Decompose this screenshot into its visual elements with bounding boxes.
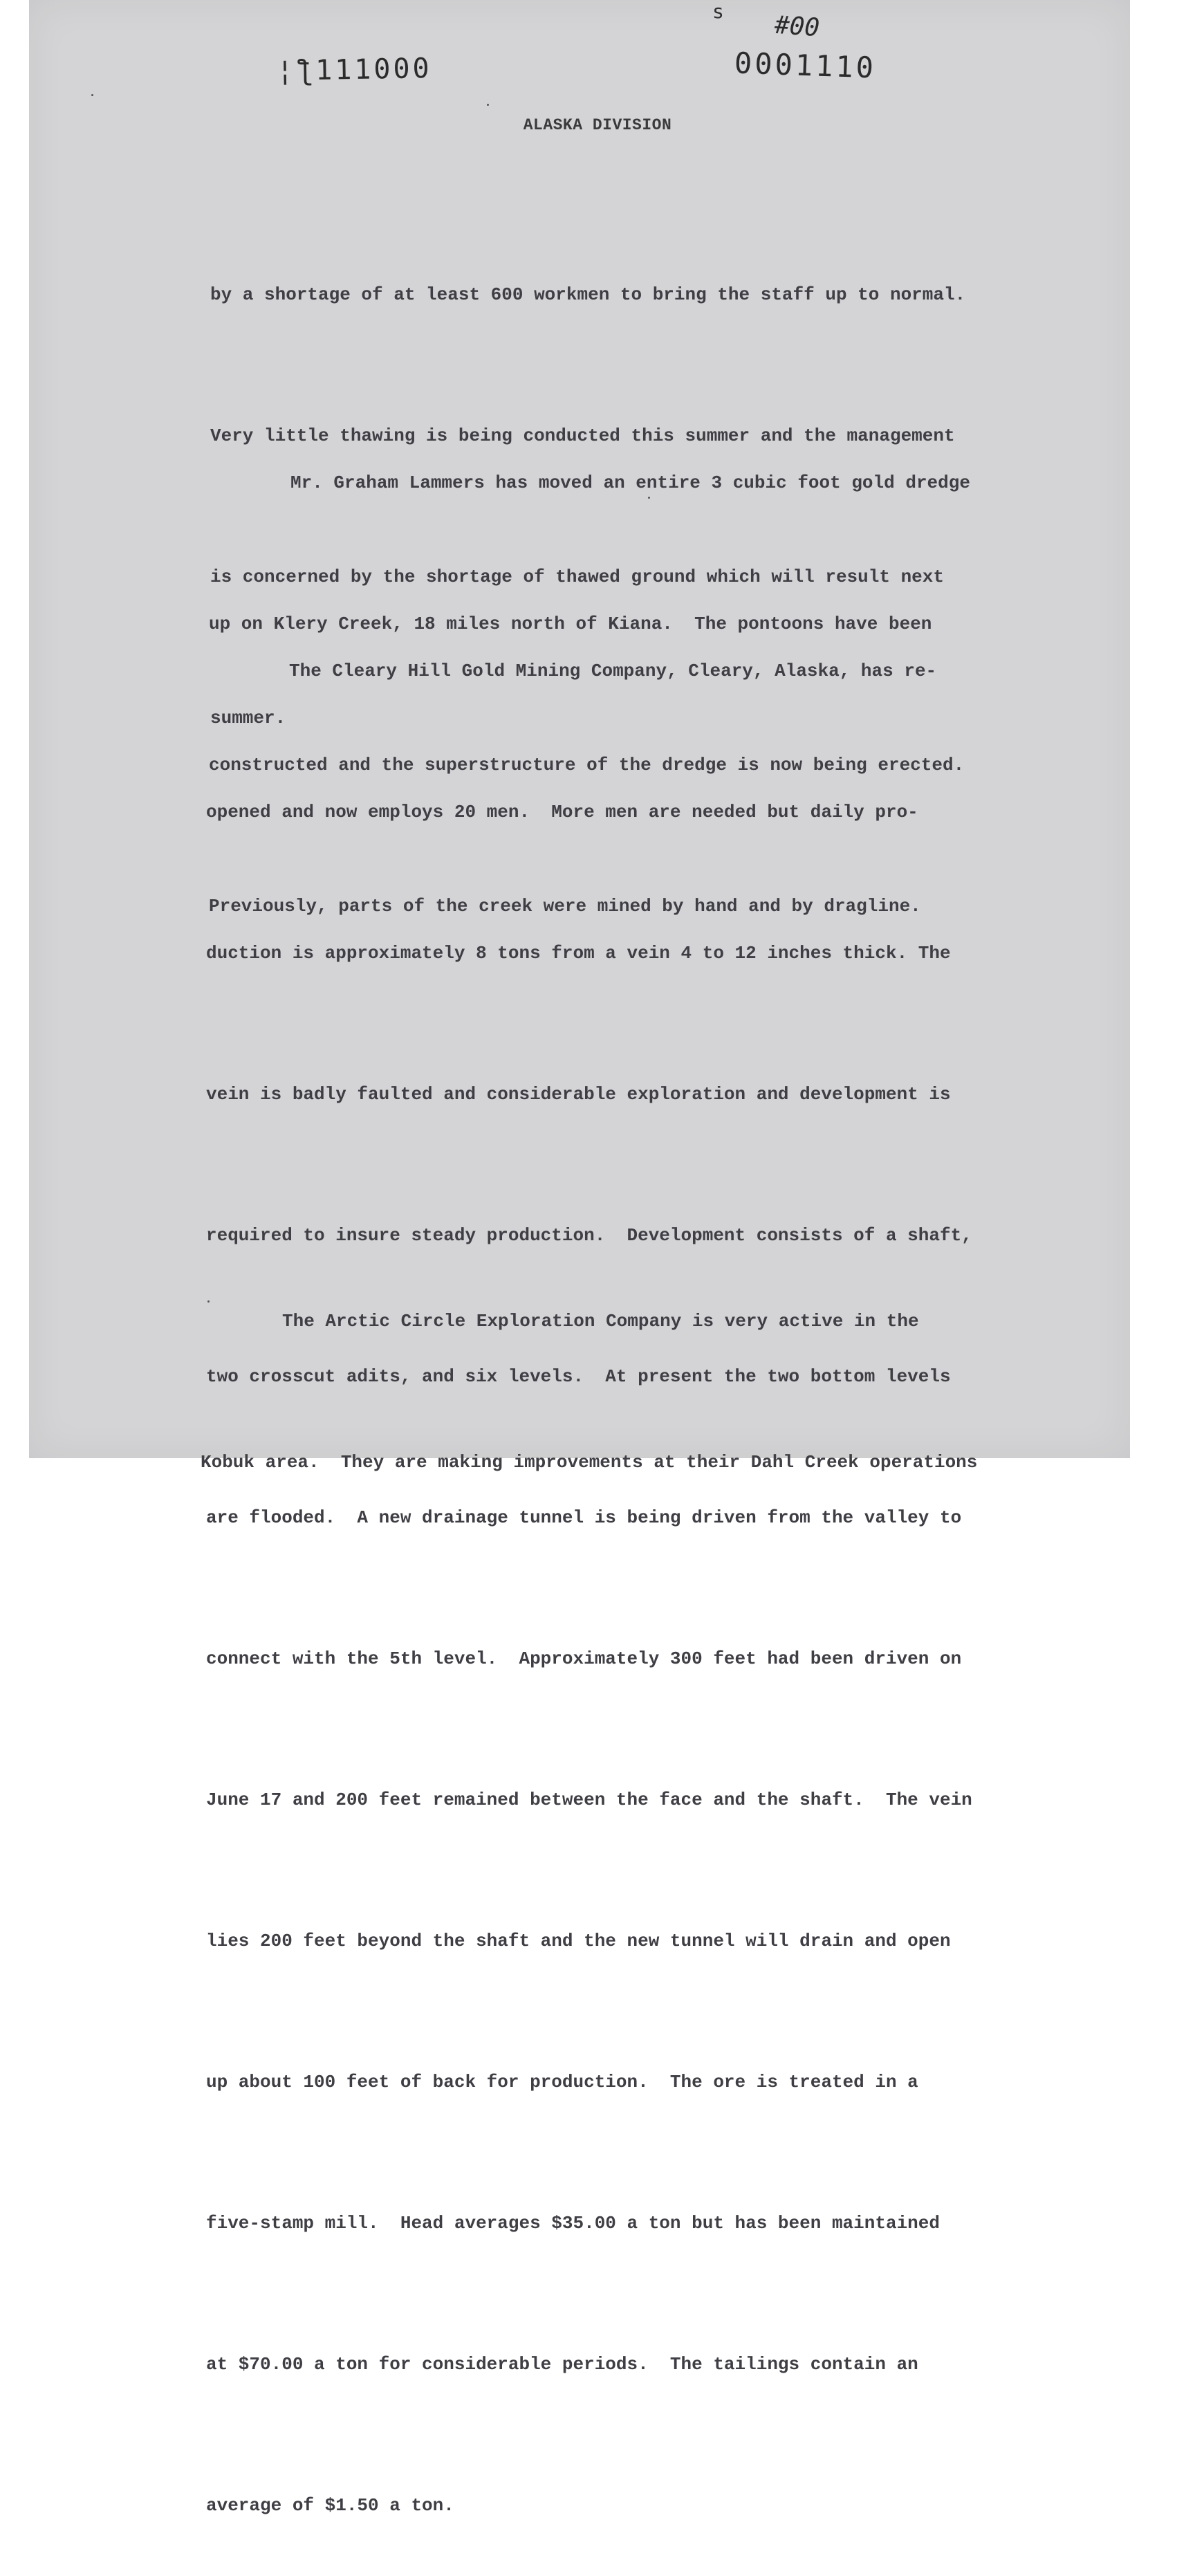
text-line: duction is approximately 8 tons from a vein 4 to 12 inches thick. The [206, 943, 951, 964]
text-line: average of $1.50 a ton. [206, 2495, 454, 2516]
text-line: up on Klery Creek, 18 miles north of Kiana. The pontoons have been [209, 614, 932, 634]
text-line: up about 100 feet of back for production. The ore is treated in a [206, 2072, 918, 2092]
page-title: ALASKA DIVISION [523, 116, 672, 134]
text-line: lies 200 feet beyond the shaft and the new tunnel will drain and open [206, 1931, 951, 1951]
text-line: constructed and the superstructure of the dredge is now being erected. [209, 755, 965, 775]
text-line: Very little thawing is being conducted this summer and the management [210, 425, 955, 446]
text-line: at $70.00 a ton for considerable periods. The tailings contain an [206, 2354, 918, 2375]
text-line: The Arctic Circle Exploration Company is very active in the [282, 1311, 919, 1332]
text-line: Kobuk area. They are making improvements at their Dahl Creek operations [201, 1452, 978, 1473]
text-line: Mr. Graham Lammers has moved an entire 3 cubic foot gold dredge [290, 472, 970, 493]
archive-stamp-right: 0001110 [734, 46, 877, 85]
archive-stamp-left: ¦ƪ111000 [276, 53, 433, 87]
paper-speck [91, 94, 93, 96]
text-line: The Cleary Hill Gold Mining Company, Cleary, Alaska, has re- [289, 661, 937, 681]
page-edge-mark: s [712, 0, 724, 23]
paragraph [201, 1204, 977, 1533]
text-line: by a shortage of at least 600 workmen to bring the staff up to normal. [210, 284, 966, 305]
text-line: summer. [210, 708, 286, 728]
text-line: are flooded. A new drainage tunnel is being driven from the valley to [206, 1507, 962, 1528]
text-line: is concerned by the shortage of thawed ground which will result next [210, 567, 944, 587]
text-line: five-stamp mill. Head averages $35.00 a ton but has been maintained [206, 2213, 940, 2234]
paper-speck [207, 1300, 210, 1303]
paper-speck [648, 497, 650, 499]
paper-speck [487, 104, 489, 106]
text-line: vein is badly faulted and considerable exploration and development is [206, 1084, 951, 1105]
text-line: June 17 and 200 feet remained between the face and the shaft. The vein [206, 1790, 972, 1810]
text-line: opened and now employs 20 men. More men are needed but daily pro- [206, 802, 918, 822]
text-line: Previously, parts of the creek were mined by hand and by dragline. [209, 896, 921, 917]
paragraph [206, 553, 972, 2576]
text-line: required to insure steady production. Development consists of a shaft, [206, 1225, 972, 1246]
text-line: two crosscut adits, and six levels. At present the two bottom levels [206, 1366, 951, 1387]
handwritten-number-mark: #00 [773, 10, 821, 43]
text-line: connect with the 5th level. Approximately 300 feet had been driven on [206, 1648, 962, 1669]
